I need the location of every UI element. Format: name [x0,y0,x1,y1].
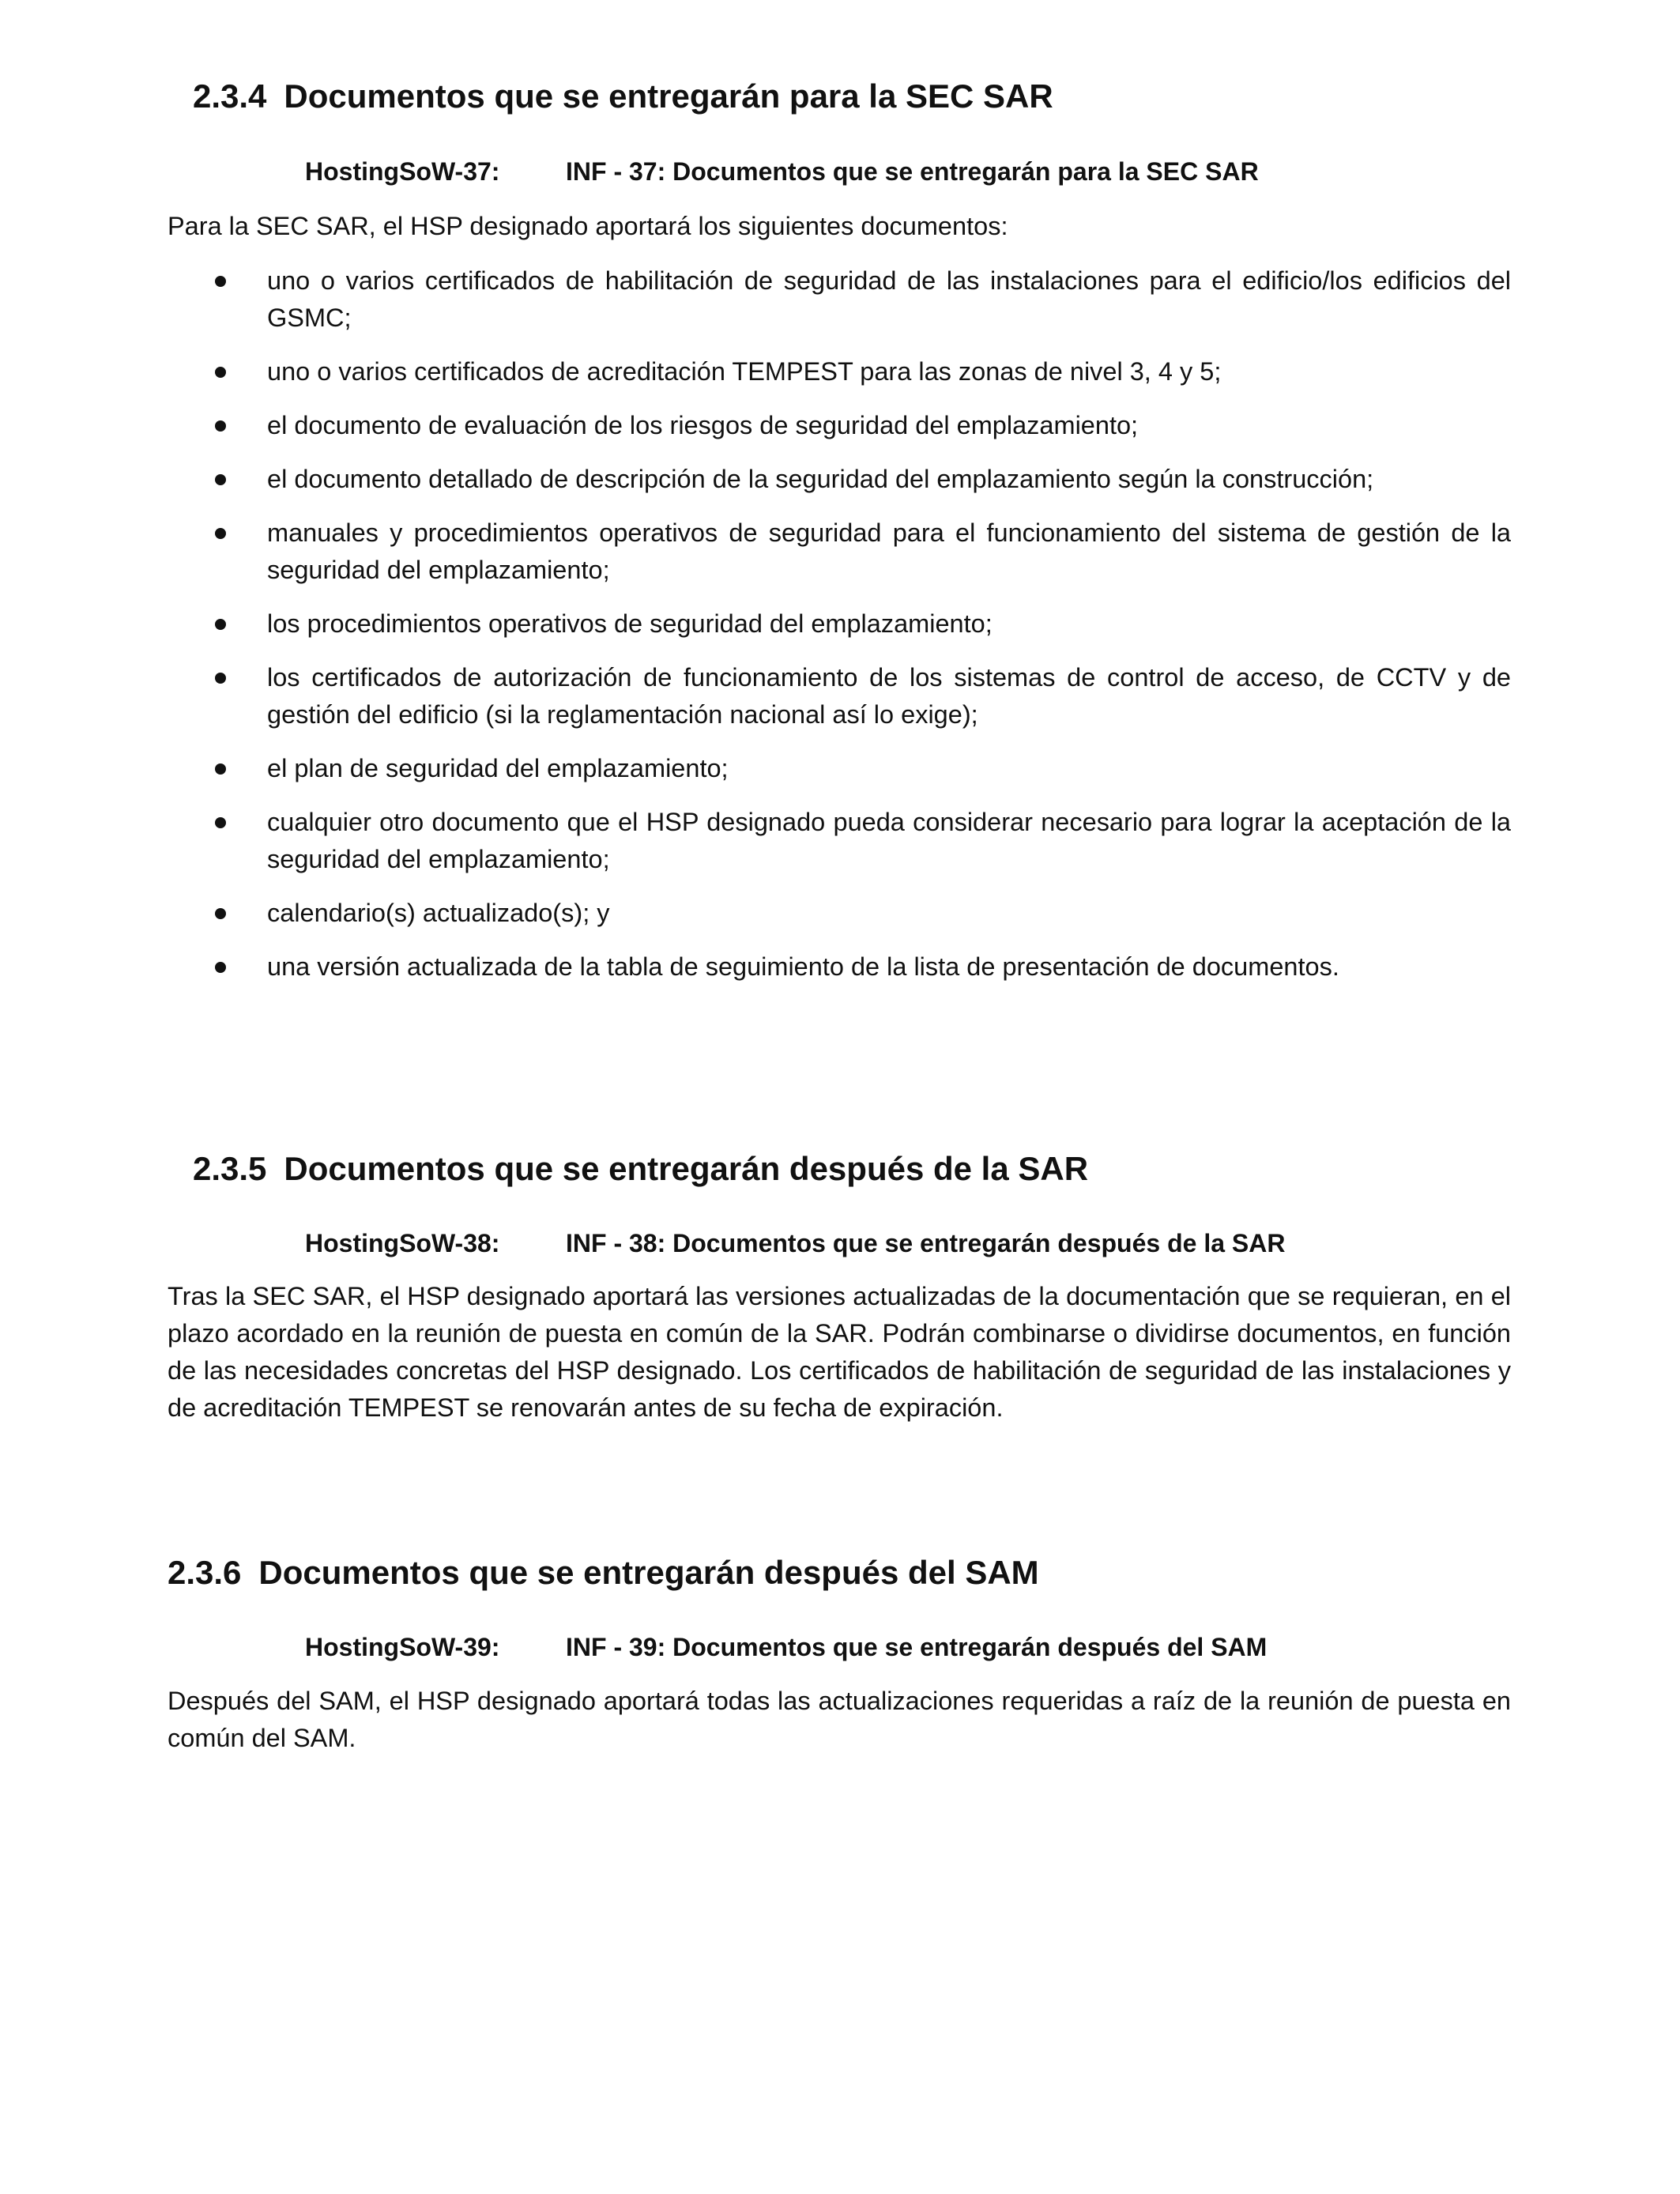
bullet-icon [215,962,226,973]
list-item [168,353,1511,390]
section-title: Documentos que se entregarán después de la SAR [284,1150,1089,1187]
list-item-text: uno o varios certificados de habilitación de seguridad de las instalaciones para el edificio/los edificios del GSMC; [267,266,1511,332]
bullet-icon [215,908,226,919]
requirement-id: HostingSoW-39: [305,1633,500,1661]
requirement-line-37 [305,156,1259,187]
bullet-icon [215,763,226,775]
list-item [168,804,1511,878]
list-item-text: el plan de seguridad del emplazamiento; [267,754,729,782]
bullet-icon [215,528,226,539]
section-title: Documentos que se entregarán para la SEC SAR [284,77,1053,115]
section-heading-2-3-5 [193,1148,1088,1189]
list-item [168,659,1511,733]
bullet-icon [215,817,226,828]
intro-paragraph: Para la SEC SAR, el HSP designado aportará los siguientes documentos: [168,212,1008,240]
list-item-text: una versión actualizada de la tabla de seguimiento de la lista de presentación de documentos. [267,952,1339,981]
requirement-line-38 [305,1227,1285,1259]
bullet-icon [215,474,226,485]
list-item [168,895,1511,932]
list-item-text: cualquier otro documento que el HSP designado pueda considerar necesario para lograr la aceptación de la seguridad del emplazamiento; [267,808,1511,873]
list-item-text: calendario(s) actualizado(s); y [267,899,610,927]
list-item [168,461,1511,498]
section-number: 2.3.4 [193,77,267,115]
body-paragraph: Después del SAM, el HSP designado aportará todas las actualizaciones requeridas a raíz de la reunión de puesta en común del SAM. [168,1687,1511,1752]
requirement-title: INF - 38: Documentos que se entregarán después de la SAR [566,1229,1286,1257]
list-item [168,750,1511,787]
requirement-id: HostingSoW-37: [305,157,500,186]
list-item [168,948,1511,986]
section-heading-2-3-4 [193,76,1053,117]
bullet-icon [215,367,226,378]
bullet-icon [215,619,226,630]
requirement-line-39 [305,1631,1267,1663]
list-item-text: los certificados de autorización de funcionamiento de los sistemas de control de acceso, de CCTV y de gestión del edificio (si la reglamentación nacional así lo exige); [267,663,1511,729]
list-item [168,407,1511,444]
section-number: 2.3.6 [168,1554,242,1591]
bullet-icon [215,276,226,287]
section-number: 2.3.5 [193,1150,267,1187]
document-list [168,262,1511,986]
requirement-title: INF - 39: Documentos que se entregarán después del SAM [566,1633,1268,1661]
list-item-text: el documento de evaluación de los riesgos de seguridad del emplazamiento; [267,411,1139,439]
list-item-text: el documento detallado de descripción de la seguridad del emplazamiento según la construcción; [267,465,1374,493]
list-item-text: los procedimientos operativos de seguridad del emplazamiento; [267,609,993,638]
section-heading-2-3-6 [168,1552,1039,1593]
bullet-icon [215,673,226,684]
section-title: Documentos que se entregarán después del SAM [258,1554,1039,1591]
bullet-icon [215,420,226,432]
body-paragraph: Tras la SEC SAR, el HSP designado aportará las versiones actualizadas de la documentación que se requieran, en el plazo acordado en la reunión de puesta en común de la SAR. Podrán combinarse o dividirse documentos, en función de las necesidades concretas del HSP designado. Los certificados de habilitación de seguridad de las instalaciones y de acreditación TEMPEST se renovarán antes de su fecha de expiración. [168,1282,1511,1422]
requirement-id: HostingSoW-38: [305,1229,500,1257]
list-item [168,515,1511,589]
list-item [168,262,1511,337]
requirement-title: INF - 37: Documentos que se entregarán para la SEC SAR [566,157,1259,186]
list-item [168,605,1511,643]
list-item-text: manuales y procedimientos operativos de seguridad para el funcionamiento del sistema de gestión de la seguridad del emplazamiento; [267,518,1511,584]
list-item-text: uno o varios certificados de acreditación TEMPEST para las zonas de nivel 3, 4 y 5; [267,357,1222,386]
